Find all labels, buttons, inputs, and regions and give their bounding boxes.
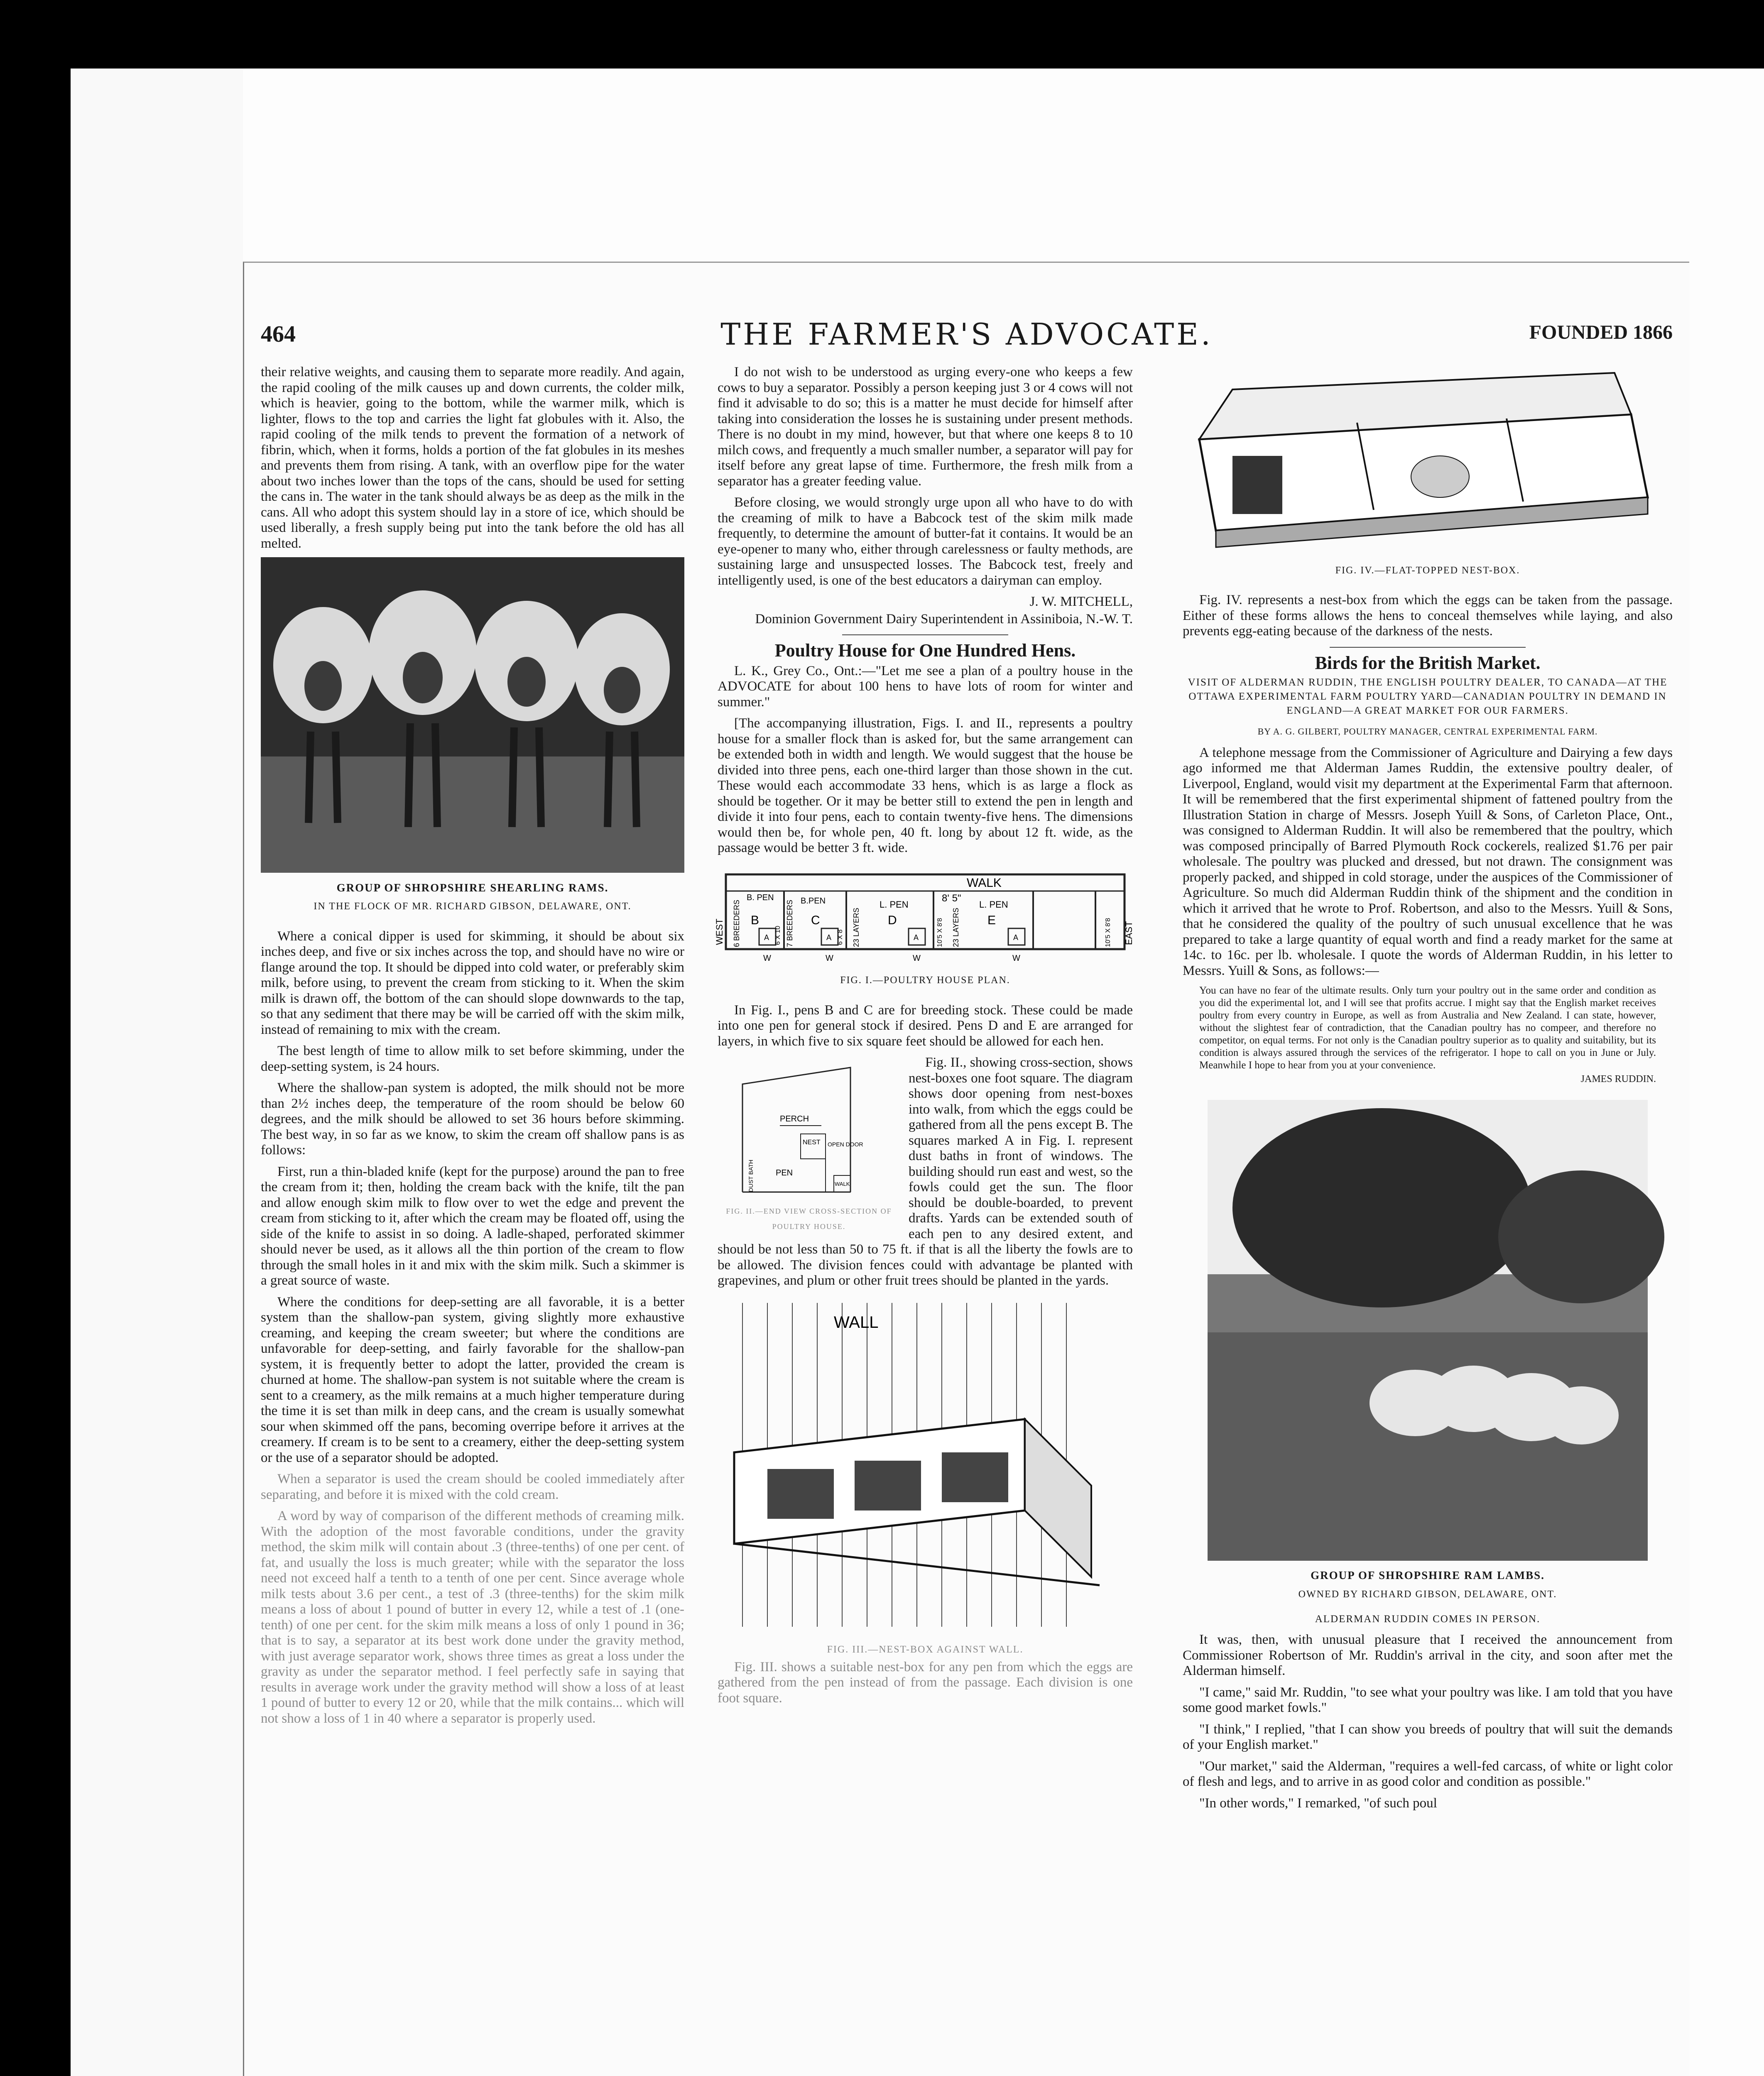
paragraph: Where a conical dipper is used for skimming, it should be about six inches deep, and five or six inches across the top, and should have no wire or flange around the top. It should be dipped into cold water, or preferably skim milk, before using, to prevent the cream from sticking to it. When the skim milk is drawn off, the bottom of the can should slope downwards to the tap, so that any sediment that there may be will be carried off with the skim milk, instead of remaining to mix with the cream. [261, 928, 684, 1037]
paragraph: "In other words," I remarked, "of such poul [1199, 1795, 1437, 1811]
nest-box-wall-figure [718, 1295, 1133, 1635]
plan-label: 7 BREEDERS [786, 899, 794, 947]
plan-window: W [763, 953, 771, 963]
paragraph: Where the shallow-pan system is adopted, the milk should not be more than 2½ inches deep, the temperature of the room should be below 60 degrees, and the milk should be allowed to set 36 hours before skimming. The best way, in so far as we know, to skim the cream off shallow pans is as follows: [261, 1080, 684, 1158]
paragraph: "Our market," said the Alderman, "requires a well-fed carcass, of white or light color of flesh and legs, and to arrive in as good color and condition as possible." [1183, 1758, 1673, 1789]
figure-caption: FIG. I.—POULTRY HOUSE PLAN. [840, 975, 1010, 986]
paragraph: I do not wish to be understood as urging every-one who keeps a few cows to buy a separator. Possibly a person keeping just 3 or 4 cows will not find it advisable to do so; this is a matter he must decide for himself after taking into consideration the losses he is sustaining under present methods. There is no doubt in my mind, however, but that where one keeps 8 to 10 milch cows, and frequently a much smaller number, a separator will pay for itself before any great lapse of time. Furthermore, the fresh milk from a separator has a greater feeding value. [718, 365, 1133, 489]
page-number: 464 [261, 321, 296, 347]
plan-dust-bath: A [914, 933, 919, 942]
section-label: OPEN DOOR [828, 1141, 863, 1148]
cross-section-figure [718, 1059, 900, 1196]
paragraph: "I think," I replied, "that I can show you breeds of poultry that will suit the demands of your English market." [1183, 1721, 1673, 1752]
paragraph: Fig. IV. represents a nest-box from which the eggs can be taken from the passage. Either of these forms allows the hens to conceal themselves while laying, and also prevents egg-eating because of the darkness of the nests. [1183, 592, 1673, 639]
paragraph: A telephone message from the Commissioner of Agriculture and Dairying a few days ago informed me that Alderman James Ruddin, the extensive poultry dealer, of Liverpool, England, would visit my department at the Experimental Farm that afternoon. It will be remembered that the first experimental shipment of fattened poultry from the Illustration Station in charge of Messrs. Joseph Yuill & Sons, of Carleton Place, Ont., was consigned to Alderman Ruddin. It will also be remembered that the poultry, which was composed principally of Barred Plymouth Rock cockerels, realized $1.76 per pair wholesale. The poultry was plucked and dressed, but not drawn. The consignment was properly packed, and shipped in cold storage, under the auspices of the Commissioner of Agriculture. So much did Alderman Ruddin think of the shipment and the condition in which it arrived that he wrote to Prof. Robertson, and also to the Messrs. Yuill & Sons, that he considered the quality of the poultry of such unusual excellence that he was prepared to take a large quantity of equal worth and find a ready market for the same at 14c. to 16c. per lb. wholesale. I quote the words of Alderman Ruddin, in his letter to Messrs. Yuill & Sons, as follows:— [1183, 745, 1673, 978]
plan-dust-bath: A [826, 933, 832, 942]
plan-window: W [1012, 953, 1020, 963]
figure-caption: FIG. III.—NEST-BOX AGAINST WALL. [827, 1644, 1024, 1655]
divider [842, 634, 1008, 635]
paragraph: Where the conditions for deep-setting are all favorable, it is a better system than the shallow-pan system, giving slightly more exhaustive creaming, and keeping the cream sweeter; but where the conditions are unfavorable for deep-setting, and fairly favorable for the shallow-pan system, it is frequently better to adopt the latter, provided the cream is churned at home. The shallow-pan system is not suitable where the cream is sent to a creamery, as the milk remains at a much higher temperature during the time it is set than milk in deep cans, and the cream is usually somewhat sour when skimmed off the pans, becoming overripe before it arrives at the creamery. If cream is to be sent to a creamery, either the deep-setting system or the use of a separator should be adopted. [261, 1294, 684, 1465]
column-3 [1183, 365, 1673, 1817]
paragraph: Fig. II., showing cross-section, shows nest-boxes one foot square. The diagram shows door opening from nest-boxes into walk, from which the eggs could be gathered from all the pens except B. The squares marked A in Fig. I. represent dust baths in front of windows. The building should run east and west, so the fowls could get the sun. The floor should be double-boarded, to prevent drafts. Yards can be extended south of each pen to any desired extent, and should be not less than 50 to 75 ft. if that is all the liberty the fowls are to be allowed. The division fences could with advantage be planted with grapevines, and plum or other fruit trees should be planted in the yards. [718, 1055, 1133, 1288]
plan-label: 6 X 10 [774, 925, 782, 945]
paragraph: [The accompanying illustration, Figs. I. and II., represents a poultry house for a smaller flock than is asked for, but the same arrangement can be extended both in width and length. We would suggest that the house be divided into three pens, each one-third larger than those shown in the cut. These would each accommodate 33 hens, which is as large a flock as should be together. Or it may be better still to extend the pen in length and divide it into four pens, each to contain twenty-five hens. The dimensions would then be, for whole pen, 40 ft. long by about 12 ft. wide, as the passage would be better 3 ft. wide. [718, 716, 1133, 855]
paragraph: It was, then, with unusual pleasure that I received the announcement from Commissioner Robertson of Mr. Ruddin's arrival in the city, and soon after met the Alderman himself. [1183, 1632, 1673, 1678]
figure-caption: FIG. IV.—FLAT-TOPPED NEST-BOX. [1335, 565, 1520, 576]
plan-label: 10'5 X 8'8 [936, 918, 943, 947]
newspaper-page [243, 262, 1689, 2076]
plan-walk-label: WALK [967, 876, 1002, 890]
section-subheading: ALDERMAN RUDDIN COMES IN PERSON. [1315, 1613, 1541, 1625]
plan-dust-bath: A [1013, 933, 1019, 942]
plan-label: 23 LAYERS [952, 907, 960, 947]
paragraph: L. K., Grey Co., Ont.:—"Let me see a plan of a poultry house in the ADVOCATE for about 100 hens to have lots of room for winter and summer." [718, 663, 1133, 710]
shearling-rams-photo [261, 557, 684, 873]
section-label: NEST [803, 1139, 821, 1146]
scan-margin [71, 69, 243, 2076]
flat-topped-nest-box-figure [1183, 365, 1673, 556]
founded-date: FOUNDED 1866 [1529, 321, 1673, 343]
paragraph: Fig. III. shows a suitable nest-box for any pen from which the eggs are gathered from the pen instead of from the passage. Each division is one foot square. [718, 1659, 1133, 1706]
plan-east-label: EAST [1124, 921, 1134, 945]
paragraph: The best length of time to allow milk to set before skimming, under the deep-setting system, is 24 hours. [261, 1043, 684, 1074]
paragraph: their relative weights, and causing them to separate more readily. And again, the rapid cooling of the milk causes up and down currents, the colder milk, which is heavier, going to the bottom, while the warmer milk, which is lighter, flows to the top and carries the light fat globules with it. Also, the rapid cooling of the milk tends to prevent the formation of a network of fibrin, which, when it forms, holds a portion of the fat globules in its meshes and prevents them from rising. A tank, with an overflow pipe for the water about two inches lower than the tops of the cans, should be used for setting the cans in. The water in the tank should always be as deep as the milk in the cans. All who adopt this system should lay in a store of ice, which should be used liberally, a fresh supply being put into the tank before the old has all melted. [261, 365, 684, 551]
plan-label: 6 BREEDERS [733, 899, 741, 947]
paragraph: First, run a thin-bladed knife (kept for the purpose) around the pan to free the cream from it; then, holding the cream back with the knife, tilt the pan and allow enough skim milk to flow over to wet the edge and prevent the cream from sticking to it, after which the cream may be floated off, using the side of the knife to assist in so doing. A ladle-shaped, perforated skimmer should never be used, as it allows all the thin portion of the cream to flow through the small holes in it and mix with the skim milk. Such a skimmer is a great source of waste. [261, 1164, 684, 1288]
section-label: PERCH [780, 1114, 809, 1124]
figure-2-block [718, 1059, 900, 1236]
plan-window: W [826, 953, 833, 963]
figure-caption: FIG. II.—END VIEW CROSS-SECTION OF POULTRY HOUSE. [726, 1207, 892, 1231]
article-heading: Birds for the British Market. [1315, 652, 1541, 673]
plan-label: E [987, 913, 996, 927]
plan-label: D [888, 913, 897, 927]
plan-label: B. PEN [747, 893, 774, 902]
signature: J. W. MITCHELL, [1029, 594, 1133, 609]
divider [1330, 647, 1526, 648]
plan-label: 10'5 X 8'8 [1105, 918, 1112, 947]
article-subheading: VISIT OF ALDERMAN RUDDIN, THE ENGLISH POULTRY DEALER, TO CANADA—AT THE OTTAWA EXPERIMENTAL FARM POULTRY YARD—CANADIAN POULTRY IN DEMAND IN ENGLAND—A GREAT MARKET FOR OUR FARMERS. [1188, 677, 1668, 716]
plan-dust-bath: A [764, 933, 769, 942]
paragraph: Before closing, we would strongly urge upon all who have to do with the creaming of milk to have a Babcock test of the skim milk made frequently, to determine the amount of butter-fat it contains. It would be an eye-opener to many who, either through carelessness or faulty methods, are sustaining large and unsuspected losses. The Babcock test, freely and intelligently used, is one of the best educators a dairyman can employ. [718, 495, 1133, 588]
plan-label: B.PEN [801, 896, 826, 906]
section-label: WALK [835, 1181, 850, 1187]
plan-west-label: WEST [714, 918, 725, 945]
plan-label: L. PEN [880, 899, 909, 910]
photo-caption: GROUP OF SHROPSHIRE SHEARLING RAMS. [336, 881, 609, 894]
photo-caption: GROUP OF SHROPSHIRE RAM LAMBS. [1311, 1569, 1545, 1581]
column-1 [261, 365, 684, 1732]
masthead: THE FARMER'S ADVOCATE. [720, 317, 1213, 352]
paragraph: A word by way of comparison of the different methods of creaming milk. With the adoption of the most favorable conditions, under the gravity method, the skim milk will contain about .3 (three-tenths) of one per cent. of fat, and usually the loss is much greater; while with the separator the loss need not exceed half a tenth to a tenth of one per cent. Since average whole milk tests about 3.6 per cent., a test of .3 (three-tenths) for the skim milk means a loss of about 1 pound of butter in every 12, while a test of .1 (one-tenth) of one per cent. for the skim milk means a loss of only 1 pound in 36; that is to say, a separator at its best work done under the gravity method, with just average separator work, shows three times as great a loss under the gravity as under the separator method. I feel perfectly safe in saying that results in average work under the gravity method will show a loss of at least 1 pound of butter to every 12 or 20, while that the milk contains... which will not show a loss of 1 in 40 where a separator is properly used. [261, 1508, 684, 1726]
plan-walk-dim: 8' 5" [942, 892, 961, 904]
plan-label: 6 X 8 [837, 929, 844, 945]
column-2 [714, 365, 1134, 1712]
paragraph: When a separator is used the cream should be cooled immediately after separating, and before it is mixed with the cold cream. [261, 1471, 684, 1502]
paragraph: In Fig. I., pens B and C are for breeding stock. These could be made into one pen for general stock if desired. Pens D and E are arranged for layers, in which five to six square feet should be allowed for each hen. [718, 1002, 1133, 1049]
plan-label: B [751, 913, 760, 927]
wall-label: WALL [834, 1313, 879, 1332]
quoted-letter: You can have no fear of the ultimate results. Only turn your poultry out in the same order and condition as you did the experimental lot, and I will see that profits accrue. I might say that the English market receives poultry from every country in Europe, as well as from Australia and New Zealand. I can state, however, without the slightest fear of contradiction, that the Canadian poultry has no compeer, and therefore no competitor, on equal terms. For not only is the Canadian poultry superior as to quality and suitability, but its condition is always assured through the services of the refrigerator. I hope to call on you in June or July. Meanwhile I hope to hear from you at your convenience. [1199, 985, 1656, 1071]
poultry-house-plan-figure [714, 862, 1134, 966]
ram-lambs-photo [1208, 1100, 1648, 1561]
plan-label: L. PEN [979, 899, 1008, 910]
paragraph: "I came," said Mr. Ruddin, "to see what your poultry was like. I am told that you have some good market fowls." [1183, 1684, 1673, 1715]
letter-signature: JAMES RUDDIN. [1580, 1074, 1656, 1085]
plan-label: 23 LAYERS [852, 907, 860, 947]
article-heading: Poultry House for One Hundred Hens. [774, 640, 1076, 661]
section-label: PEN [776, 1168, 793, 1178]
photo-subcaption: OWNED BY RICHARD GIBSON, DELAWARE, ONT. [1298, 1589, 1557, 1600]
plan-window: W [913, 953, 921, 963]
byline: BY A. G. GILBERT, POULTRY MANAGER, CENTRAL EXPERIMENTAL FARM. [1257, 726, 1598, 737]
plan-label: C [811, 913, 820, 927]
photo-subcaption: IN THE FLOCK OF MR. RICHARD GIBSON, DELAWARE, ONT. [314, 901, 632, 912]
signature-title: Dominion Government Dairy Superintendent in Assiniboia, N.-W. T. [755, 611, 1133, 627]
section-label: DUST BATH [747, 1159, 754, 1192]
